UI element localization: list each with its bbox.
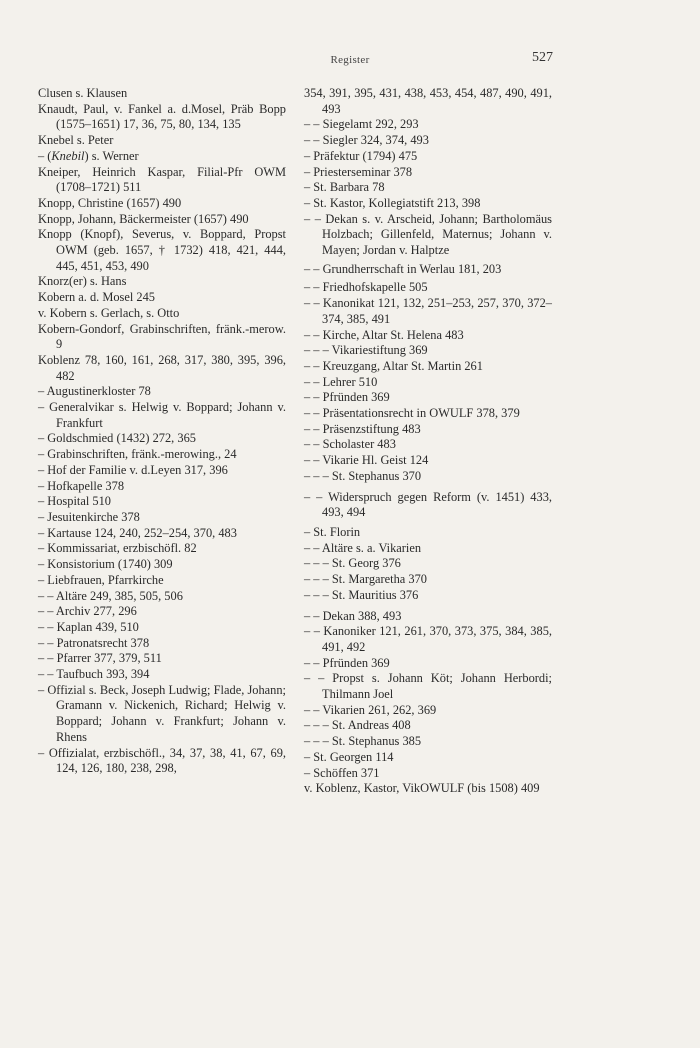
page-number: 527: [532, 50, 553, 65]
index-entry: – – – St. Mauritius 376: [304, 587, 419, 602]
index-entry: – – Friedhofskapelle 505: [304, 280, 428, 295]
index-entry: – – Archiv 277, 296: [38, 604, 137, 619]
index-entry: – – Patronatsrecht 378: [38, 635, 150, 650]
index-entry: Kobern-Gondorf, Grabinschriften, fränk.-merow. 9: [38, 321, 286, 352]
index-entry: – – Pfarrer 377, 379, 511: [38, 651, 162, 666]
index-entry: v. Kobern s. Gerlach, s. Otto: [38, 305, 180, 320]
index-entry: – – Kirche, Altar St. Helena 483: [304, 327, 464, 342]
index-entry: – – Kanoniker 121, 261, 370, 373, 375, 384, 385, 491, 492: [304, 624, 552, 654]
index-entry: – – Scholaster 483: [304, 437, 396, 452]
index-entry: – – Präsenzstiftung 483: [304, 421, 421, 436]
index-entry: Knopp, Christine (1657) 490: [38, 195, 182, 210]
index-entry: – – – St. Georg 376: [304, 556, 401, 571]
index-entry: – Hofkapelle 378: [38, 478, 125, 493]
index-entry: – Präfektur (1794) 475: [304, 148, 418, 163]
index-entry: – Augustinerkloster 78: [38, 384, 151, 399]
index-entry: – Goldschmied (1432) 272, 365: [38, 431, 196, 446]
index-entry: – – Pfründen 369: [304, 390, 390, 405]
index-entry: – St. Georgen 114: [304, 749, 394, 764]
index-entry: – – Siegler 324, 374, 493: [304, 133, 429, 148]
index-entry: Kobern a. d. Mosel 245: [38, 290, 156, 305]
index-column-right: [304, 86, 552, 797]
index-entry: – Hof der Familie v. d.Leyen 317, 396: [38, 462, 228, 477]
index-entry: – – Dekan 388, 493: [304, 608, 402, 623]
index-entry: – St. Florin: [304, 524, 361, 539]
index-entry: – Grabinschriften, fränk.-merowing., 24: [38, 447, 237, 462]
index-entry: – St. Barbara 78: [304, 180, 385, 195]
index-entry: Clusen s. Klausen: [38, 86, 128, 100]
index-entry: Knebel s. Peter: [38, 133, 114, 148]
index-entry: – – Kaplan 439, 510: [38, 619, 139, 634]
index-entry: – Liebfrauen, Pfarrkirche: [38, 572, 164, 587]
index-entry: – Kartause 124, 240, 252–254, 370, 483: [38, 525, 237, 540]
index-entry: – Hospital 510: [38, 494, 111, 509]
index-entry: – – – St. Stephanus 370: [304, 468, 422, 483]
index-entry: Kneiper, Heinrich Kaspar, Filial-Pfr OWM (1708–1721) 511: [38, 164, 286, 195]
index-entry: – – Vikarie Hl. Geist 124: [304, 453, 429, 468]
running-header: Register: [330, 54, 370, 66]
index-entry: – – Taufbuch 393, 394: [38, 667, 150, 682]
index-entry: – – Pfründen 369: [304, 655, 390, 670]
index-column-left: [38, 86, 286, 777]
index-entry: – Konsistorium (1740) 309: [38, 557, 173, 572]
index-entry: Knaudt, Paul, v. Fankel a. d.Mosel, Präb Bopp (1575–1651) 17, 36, 75, 80, 134, 135: [38, 101, 286, 132]
index-entry: Knorz(er) s. Hans: [38, 274, 127, 289]
index-entry: – – Altäre s. a. Vikarien: [304, 540, 422, 555]
index-entry: – Kommissariat, erzbischöfl. 82: [38, 541, 197, 556]
index-entry: – – Kanonikat 121, 132, 251–253, 257, 370, 372–374, 385, 491: [304, 296, 552, 326]
index-entry: – – – St. Andreas 408: [304, 718, 411, 733]
index-entry: Knopp (Knopf), Severus, v. Boppard, Propst OWM (geb. 1657, † 1732) 418, 421, 444, 445, 451, 453, 490: [38, 227, 286, 273]
index-entry: – – – St. Stephanus 385: [304, 734, 422, 749]
index-entry: – Offizial s. Beck, Joseph Ludwig; Flade, Johann; Gramann v. Nickenich, Richard; Helwig v. Boppard; Johann v. Frankfurt; Johann v. Rhens: [38, 682, 286, 744]
index-entry: Knopp, Johann, Bäckermeister (1657) 490: [38, 211, 249, 226]
index-entry: – – Widerspruch gegen Reform (v. 1451) 433, 493, 494: [304, 489, 552, 520]
index-entry: – – Präsentationsrecht in OWULF 378, 379: [304, 406, 520, 421]
index-entry: – – Lehrer 510: [304, 374, 378, 389]
index-entry: – – Altäre 249, 385, 505, 506: [38, 588, 183, 603]
index-entry: – Generalvikar s. Helwig v. Boppard; Johann v. Frankfurt: [38, 400, 286, 430]
index-entry: – Jesuitenkirche 378: [38, 509, 140, 524]
index-entry: – Offizialat, erzbischöfl., 34, 37, 38, 41, 67, 69, 124, 126, 180, 238, 298,: [38, 745, 286, 776]
index-entry: – – – St. Margaretha 370: [304, 572, 427, 587]
index-entry: – St. Kastor, Kollegiatstift 213, 398: [304, 195, 481, 210]
index-entry: v. Koblenz, Kastor, VikOWULF (bis 1508) 409: [304, 781, 540, 796]
index-entry: – – Propst s. Johann Köt; Johann Herbordi; Thilmann Joel: [304, 671, 552, 702]
index-entry: – – Kreuzgang, Altar St. Martin 261: [304, 358, 483, 373]
index-entry: – Priesterseminar 378: [304, 164, 413, 179]
index-entry: – Schöffen 371: [304, 765, 380, 780]
index-entry: – – Dekan s. v. Arscheid, Johann; Bartholomäus Holzbach; Gillenfeld, Maternus; Johann v. Mayen; Jordan v. Halptze: [304, 211, 552, 258]
index-entry: – – Grundherrschaft in Werlau 181, 203: [304, 261, 502, 276]
index-entry: – (Knebil) s. Werner: [38, 148, 139, 163]
index-entry: Koblenz 78, 160, 161, 268, 317, 380, 395, 396, 482: [38, 352, 286, 383]
index-entry: 354, 391, 395, 431, 438, 453, 454, 487, 490, 491, 493: [304, 86, 552, 116]
index-entry: – – Vikarien 261, 262, 369: [304, 702, 437, 717]
index-entry: – – – Vikariestiftung 369: [304, 343, 428, 358]
index-entry: – – Siegelamt 292, 293: [304, 117, 419, 132]
